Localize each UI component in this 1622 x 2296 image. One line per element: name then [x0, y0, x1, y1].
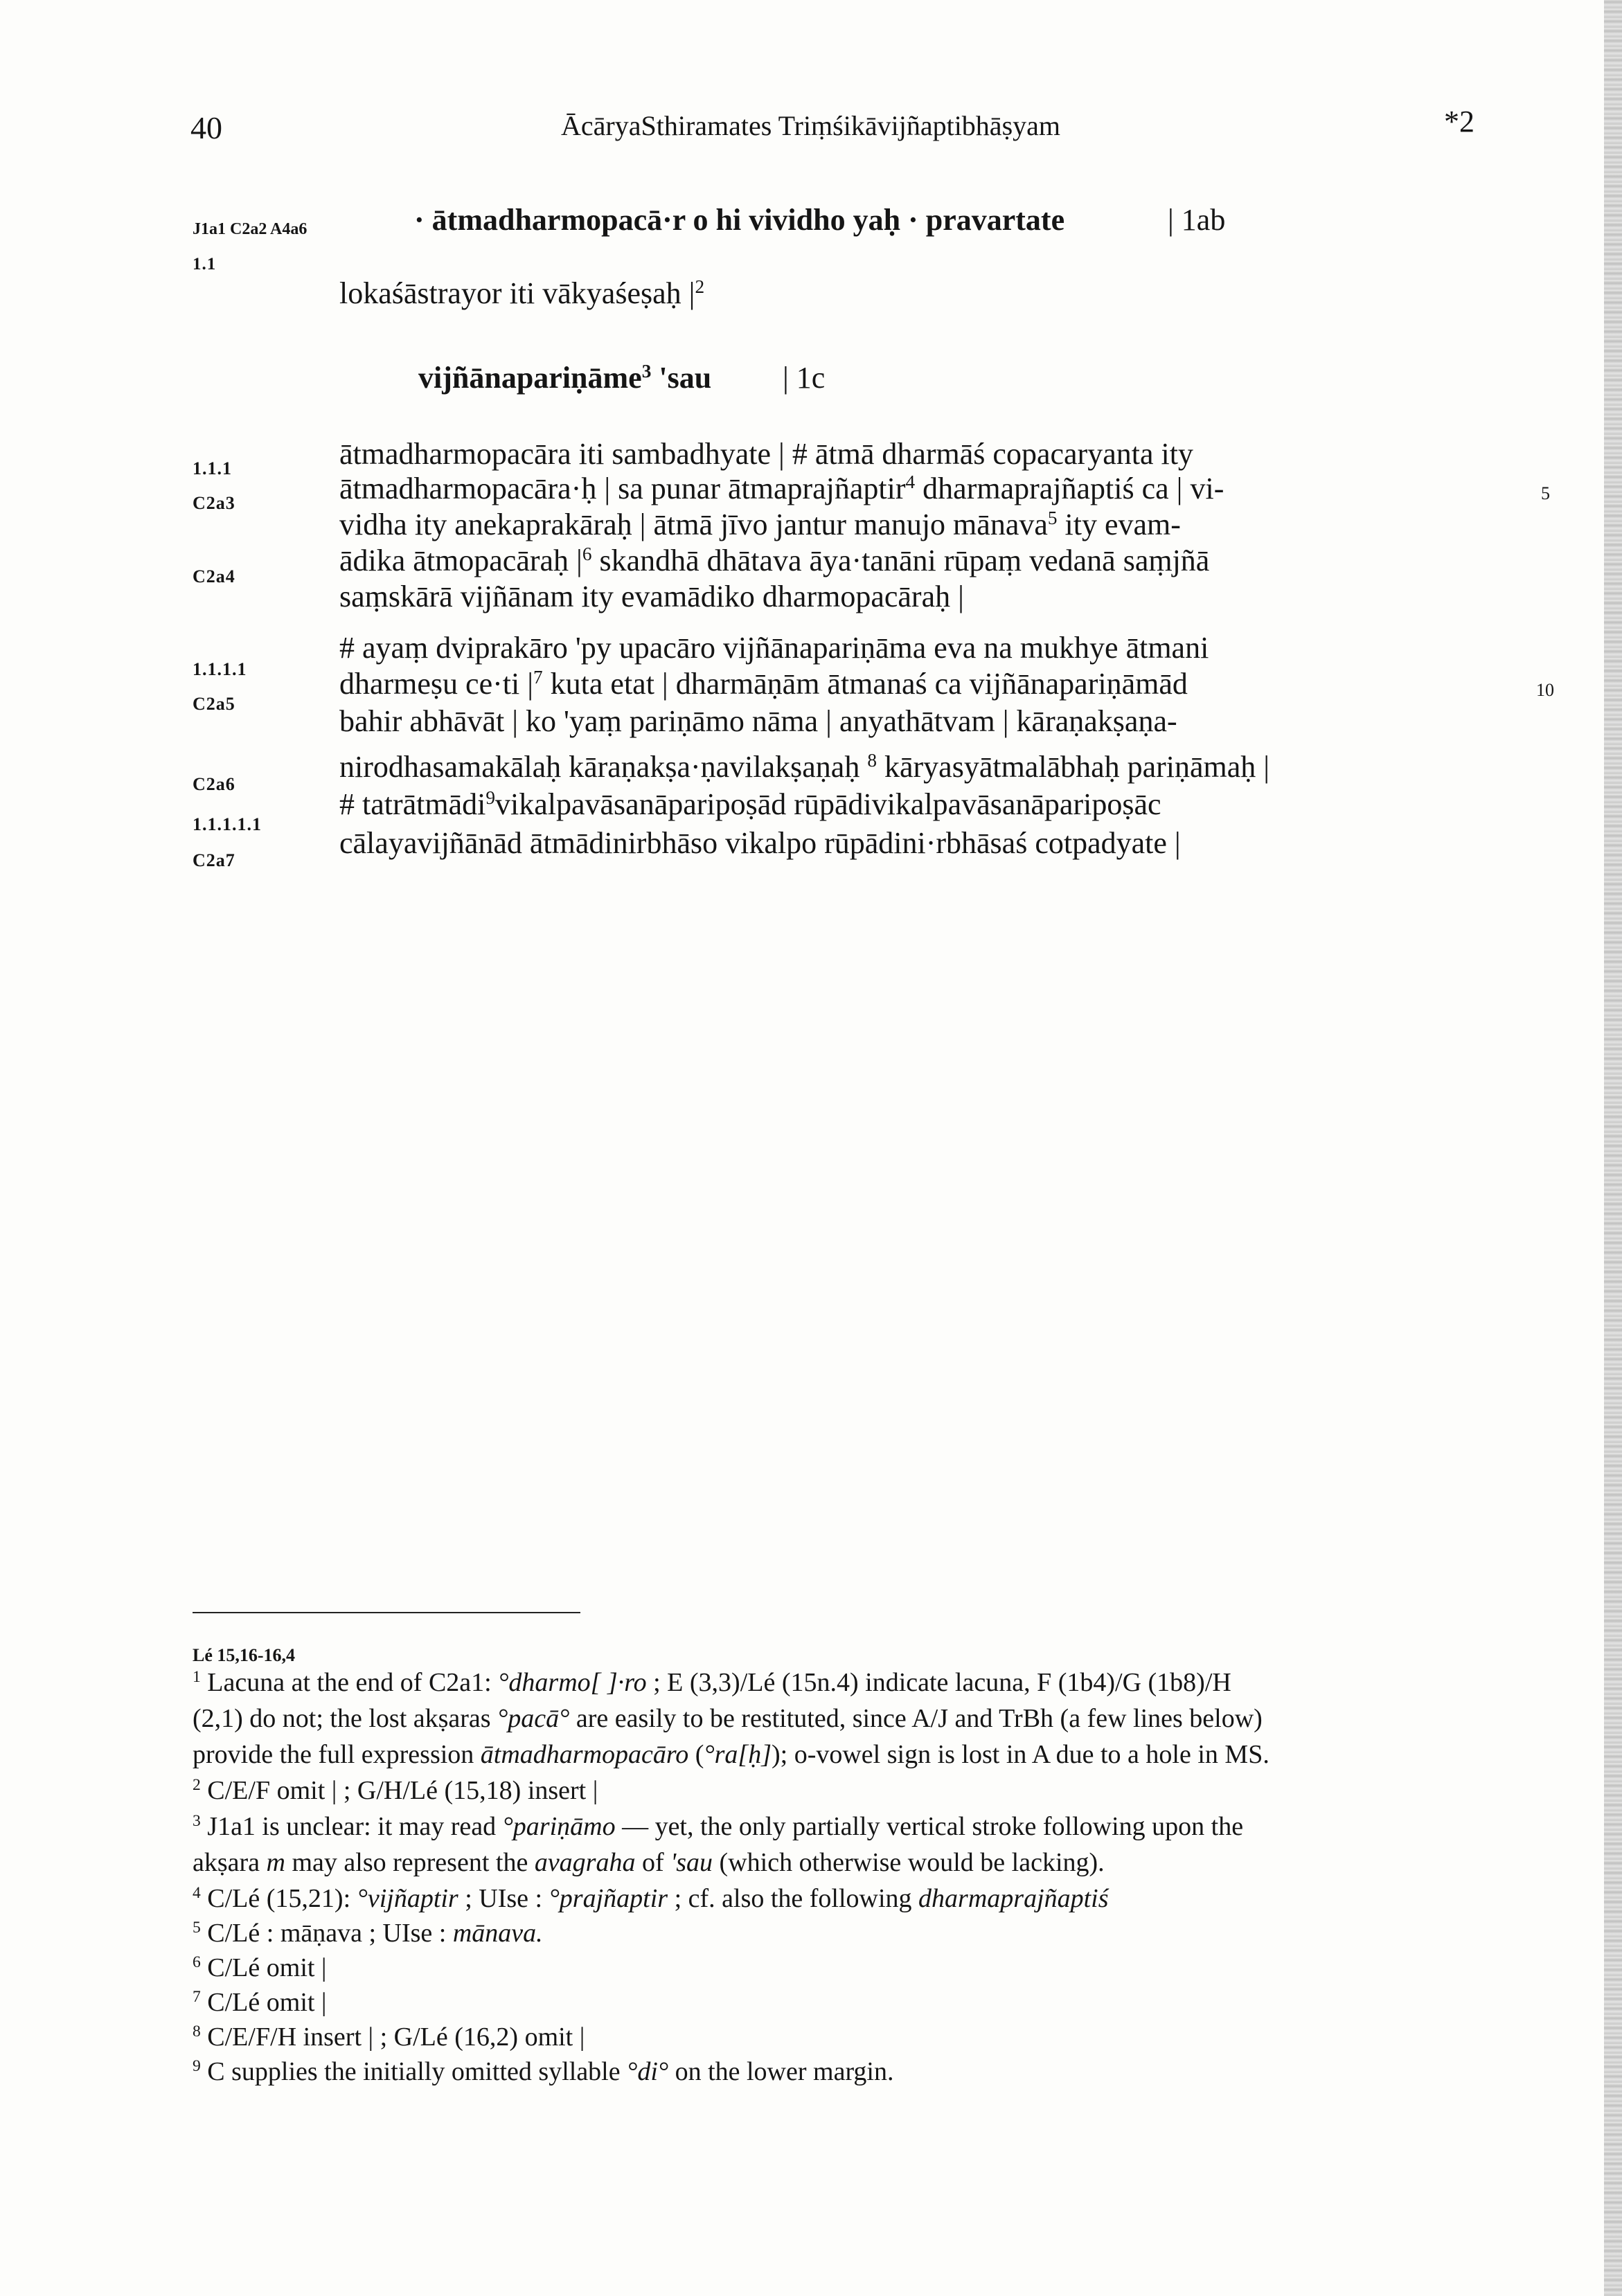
- footnote-marker: 3: [641, 361, 652, 382]
- commentary-line: # ayaṃ dviprakāro 'py upacāro vijñānapariṇāma eva na mukhye ātmani: [339, 631, 1209, 665]
- footnote-italic: °ra[ḥ]: [704, 1740, 772, 1769]
- manuscript-sigla: J1a1 C2a2 A4a6: [193, 220, 308, 238]
- commentary-line: [339, 666, 1188, 701]
- footnote-text: C/Lé omit |: [207, 1988, 327, 2017]
- line-text: dharmaprajñaptiś ca | vi-: [915, 472, 1224, 505]
- footnote-italic: mānava.: [452, 1919, 543, 1948]
- footnote-line: [193, 2056, 893, 2087]
- line-text: vidha ity anekaprakāraḥ | ātmā jīvo jantur manujo mānava: [339, 508, 1048, 541]
- footnote-line: [193, 1811, 1243, 1842]
- footnote-number: 6: [193, 1953, 201, 1972]
- footnote-line: [193, 1883, 1109, 1914]
- footnote-text: may also represent the: [285, 1848, 535, 1877]
- line-text: ādika ātmopacāraḥ |: [339, 544, 582, 577]
- footnote-number: 5: [193, 1919, 201, 1937]
- footnote-line: [193, 1739, 1269, 1770]
- footnote-text: on the lower margin.: [668, 2057, 894, 2086]
- line-text: ātmadharmopacāra·ḥ | sa punar ātmaprajñaptir: [339, 472, 906, 505]
- commentary-line: cālayavijñānād ātmādinirbhāso vikalpo rūpādini·rbhāsaś cotpadyate |: [339, 826, 1181, 860]
- line-text: kāryasyātmalābhaḥ pariṇāmaḥ |: [876, 750, 1270, 784]
- footnote-italic: °pacā°: [497, 1704, 570, 1733]
- footnote-text: akṣara: [193, 1848, 267, 1877]
- line-text: # tatrātmādi: [339, 787, 486, 821]
- verse-line-1: · ātmadharmopacā·r o hi vividho yaḥ · pravartate: [414, 203, 1065, 237]
- footnote-text: C/Lé omit |: [207, 1953, 327, 1982]
- page-number: 40: [190, 110, 222, 145]
- verse-2-text-tail: 'sau: [651, 361, 712, 395]
- footnote-number: 8: [193, 2023, 201, 2041]
- footnote-line: [193, 1953, 327, 1983]
- footnote-italic: avagraha: [534, 1848, 636, 1877]
- footnote-italic: 'sau: [670, 1848, 713, 1877]
- footnote-divider: [193, 1612, 580, 1613]
- scanned-page-edge: [1604, 0, 1622, 2296]
- footnote-line: [193, 1847, 1105, 1878]
- footnote-line: [193, 1703, 1263, 1734]
- footnote-line: [193, 1918, 543, 1948]
- footnote-italic: dharmaprajñaptiś: [918, 1884, 1109, 1913]
- verse-number-1c: | 1c: [783, 361, 826, 395]
- footnote-text: Lacuna at the end of C2a1:: [207, 1668, 499, 1697]
- footnote-italic: °dharmo[: [498, 1668, 601, 1697]
- line-label: 1.1.1: [193, 458, 232, 478]
- footnote-reference: Lé 15,16-16,4: [193, 1645, 296, 1665]
- footnote-text: provide the full expression: [193, 1740, 481, 1769]
- footnote-text: of: [635, 1848, 671, 1877]
- commentary-line: [339, 749, 1269, 784]
- footnote-text: C/Lé (15,21):: [207, 1884, 357, 1913]
- footnote-italic: °di°: [627, 2057, 669, 2086]
- line-label: C2a3: [193, 493, 235, 513]
- line-label: 1.1.1.1: [193, 659, 247, 679]
- footnote-text: C/E/F/H insert | ; G/Lé (16,2) omit |: [207, 2023, 585, 2052]
- footnote-number: 7: [193, 1988, 201, 2007]
- footnote-italic: °prajñaptir: [549, 1884, 668, 1913]
- page-mark: *2: [1444, 105, 1474, 138]
- vakya-line: [339, 276, 704, 311]
- footnote-text: ; E (3,3)/Lé (15n.4) indicate lacuna, F (1b4)/G (1b8)/H: [646, 1668, 1231, 1697]
- verse-2-text: vijñānapariṇāme: [418, 361, 642, 395]
- line-label: C2a4: [193, 566, 235, 586]
- line-text: nirodhasamakālaḥ kāraṇakṣa·ṇavilakṣaṇaḥ: [339, 750, 868, 784]
- footnote-marker: 8: [867, 750, 877, 771]
- line-text: kuta etat | dharmāṇām ātmanaś ca vijñānapariṇāmād: [542, 667, 1188, 701]
- commentary-line: ātmadharmopacāra iti sambadhyate | # ātmā dharmāś copacaryanta ity: [339, 437, 1193, 471]
- footnote-italic: °vijñaptir: [357, 1884, 458, 1913]
- footnote-marker: 7: [533, 667, 543, 688]
- footnote-text: (: [688, 1740, 704, 1769]
- footnote-italic: °pariṇāmo: [502, 1812, 616, 1841]
- footnote-marker: 9: [485, 787, 496, 808]
- line-label: C2a5: [193, 694, 235, 714]
- line-text: ity evam-: [1057, 508, 1181, 541]
- verse-line-2: [418, 360, 711, 395]
- footnote-line: [193, 1775, 598, 1806]
- footnote-line: [193, 2022, 585, 2052]
- commentary-line: [339, 471, 1224, 506]
- commentary-line: [339, 507, 1181, 542]
- footnote-text: J1a1 is unclear: it may read: [207, 1812, 503, 1841]
- commentary-line: bahir abhāvāt | ko 'yaṃ pariṇāmo nāma | anyathātvam | kāraṇakṣaṇa-: [339, 704, 1177, 738]
- commentary-line: saṃskārā vijñānam ity evamādiko dharmopacāraḥ |: [339, 580, 964, 613]
- line-text: skandhā dhātava āya·tanāni rūpaṃ vedanā saṃjñā: [591, 544, 1210, 577]
- footnote-text: (which otherwise would be lacking).: [713, 1848, 1105, 1877]
- footnote-italic: ]·ro: [607, 1668, 647, 1697]
- footnote-italic: ātmadharmopacāro: [480, 1740, 689, 1769]
- footnote-text: ); o-vowel sign is lost in A due to a hole in MS.: [772, 1740, 1269, 1769]
- footnote-number: 3: [193, 1812, 201, 1831]
- footnote-text: — yet, the only partially vertical stroke following upon the: [615, 1812, 1244, 1841]
- footnote-line: [193, 1987, 327, 2018]
- running-title: ĀcāryaSthiramates Triṃśikāvijñaptibhāṣyam: [561, 110, 1060, 141]
- margin-line-number: 10: [1536, 680, 1554, 700]
- footnote-text: ; UIse :: [458, 1884, 549, 1913]
- footnote-number: 9: [193, 2057, 201, 2076]
- footnote-italic: m: [266, 1848, 285, 1877]
- line-label: C2a7: [193, 850, 235, 870]
- footnote-text: C/E/F omit | ; G/H/Lé (15,18) insert |: [207, 1776, 598, 1805]
- line-label: 1.1.1.1.1: [193, 814, 262, 834]
- footnote-marker: 6: [582, 544, 592, 564]
- footnote-marker: 5: [1047, 508, 1058, 528]
- footnote-marker: 2: [695, 276, 705, 297]
- footnote-marker: 4: [905, 472, 916, 492]
- verse-number-1ab: | 1ab: [1168, 203, 1226, 237]
- commentary-line: [339, 787, 1161, 822]
- footnote-line: [193, 1667, 1231, 1698]
- section-label: 1.1: [193, 255, 217, 273]
- footnote-number: 1: [193, 1668, 201, 1687]
- line-text: vikalpavāsanāparipoṣād rūpādivikalpavāsanāparipoṣāc: [495, 787, 1161, 821]
- footnote-text: are easily to be restituted, since A/J and TrBh (a few lines below): [569, 1704, 1263, 1733]
- footnote-text: C supplies the initially omitted syllable: [207, 2057, 627, 2086]
- footnote-text: [600, 1668, 607, 1697]
- footnote-text: (2,1) do not; the lost akṣaras: [193, 1704, 498, 1733]
- line-label: C2a6: [193, 774, 235, 794]
- footnote-text: C/Lé : māṇava ; UIse :: [207, 1919, 453, 1948]
- commentary-line: [339, 543, 1209, 578]
- margin-line-number: 5: [1541, 483, 1550, 503]
- footnote-number: 4: [193, 1884, 201, 1903]
- vakya-text: lokaśāstrayor iti vākyaśeṣaḥ |: [339, 276, 695, 310]
- line-text: dharmeṣu ce·ti |: [339, 667, 534, 701]
- footnote-number: 2: [193, 1776, 201, 1795]
- footnote-text: ; cf. also the following: [668, 1884, 919, 1913]
